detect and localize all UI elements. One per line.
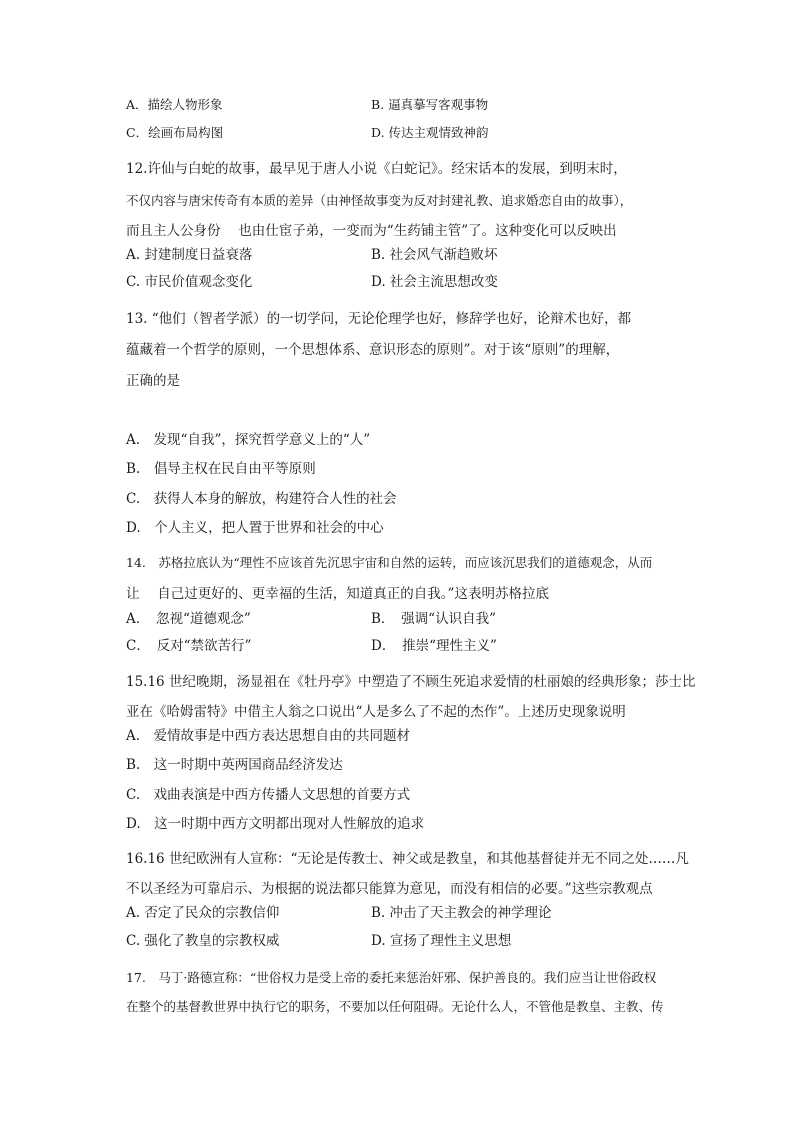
q11-option-c: C．绘画布局构图 — [126, 125, 224, 140]
q14-option-c: C． 反对“禁欲苦行” — [126, 638, 252, 654]
q15-option-b: B. 这一时期中英两国商品经济发达 — [126, 757, 343, 773]
q12-option-d: D. 社会主流思想改变 — [371, 274, 498, 290]
q12-option-c: C. 市民价值观念变化 — [126, 274, 253, 290]
q14-option-d: D． 推崇“理性主义” — [371, 638, 497, 654]
q12-option-b: B. 社会风气渐趋败坏 — [371, 247, 498, 263]
q12-stem-line-3: 而且主人公身份 也由仕宦子弟，一变而为“生药铺主管”了。这种变化可以反映出 — [126, 223, 617, 239]
q14-stem-line-1: 14. 苏格拉底认为“理性不应该首先沉思宇宙和自然的运转，而应该沉思我们的道德观念，从而 — [126, 555, 653, 570]
q15-stem-line-2: 亚在《哈姆雷特》中借主人翁之口说出“人是多么了不起的杰作”。上述历史现象说明 — [126, 704, 626, 720]
q15-option-a: A. 爱情故事是中西方表达思想自由的共同题材 — [126, 728, 411, 744]
q17-stem-line-1: 17. 马丁·路德宣称：“世俗权力是受上帝的委托来惩治奸邪、保护善良的。我们应当让世俗政权 — [126, 970, 657, 985]
q11-option-d: D. 传达主观情致神韵 — [371, 125, 489, 140]
q15-option-d: D. 这一时期中西方文明都出现对人性解放的追求 — [126, 816, 425, 832]
q12-option-a: A. 封建制度日益衰落 — [126, 247, 253, 263]
q13-option-a: A. 发现“自我”，探究哲学意义上的“人” — [126, 432, 371, 448]
q13-option-c: C. 获得人本身的解放，构建符合人性的社会 — [126, 491, 397, 507]
q15-option-c: C. 戏曲表演是中西方传播人文思想的首要方式 — [126, 787, 411, 803]
q14-option-a: A． 忽视“道德观念” — [126, 611, 251, 627]
q11-option-b: B. 逼真摹写客观事物 — [371, 97, 489, 112]
q13-stem-line-3: 正确的是 — [126, 373, 180, 389]
q16-stem-line-1: 16.16 世纪欧洲有人宣称：“无论是传教士、神父或是教皇，和其他基督徒并无不同之处……凡 — [126, 851, 689, 867]
q11-option-a: A．描绘人物形象 — [126, 97, 223, 112]
q17-stem-line-2: 在整个的基督教世界中执行它的职务，不要加以任何阻碍。无论什么人，不管他是教皇、主教、传 — [126, 999, 664, 1014]
q16-option-b: B. 冲击了天主教会的神学理论 — [371, 905, 552, 921]
q13-stem-line-2: 蕴藏着一个哲学的原则，一个思想体系、意识形态的原则”。对于该“原则”的理解， — [126, 342, 620, 358]
q12-stem-line-2: 不仅内容与唐宋传奇有本质的差异（由神怪故事变为反对封建礼教、追求婚恋自由的故事）， — [126, 193, 633, 208]
q14-option-b: B． 强调“认识自我” — [371, 611, 496, 627]
q12-stem-line-1: 12.许仙与白蛇的故事，最早见于唐人小说《白蛇记》。经宋话本的发展，到明末时， — [126, 161, 627, 177]
q13-option-b: B. 倡导主权在民自由平等原则 — [126, 461, 316, 477]
q16-stem-line-2: 不以圣经为可靠启示、为根据的说法都只能算为意见，而没有相信的必要。”这些宗教观点 — [126, 881, 653, 897]
q14-stem-line-2: 让 自己过更好的、更幸福的生活，知道真正的自我。”这表明苏格拉底 — [126, 586, 549, 602]
q15-stem-line-1: 15.16 世纪晚期，汤显祖在《牡丹亭》中塑造了不顾生死追求爱情的杜丽娘的经典形象；莎士比 — [126, 674, 696, 690]
q16-option-d: D. 宣扬了理性主义思想 — [371, 933, 512, 949]
q13-stem-line-1: 13. “他们（智者学派）的一切学问，无论伦理学也好，修辞学也好，论辩术也好，都 — [126, 311, 632, 327]
q16-option-a: A. 否定了民众的宗教信仰 — [126, 905, 280, 921]
q13-option-d: D. 个人主义，把人置于世界和社会的中心 — [126, 520, 384, 536]
q16-option-c: C. 强化了教皇的宗教权威 — [126, 933, 280, 949]
